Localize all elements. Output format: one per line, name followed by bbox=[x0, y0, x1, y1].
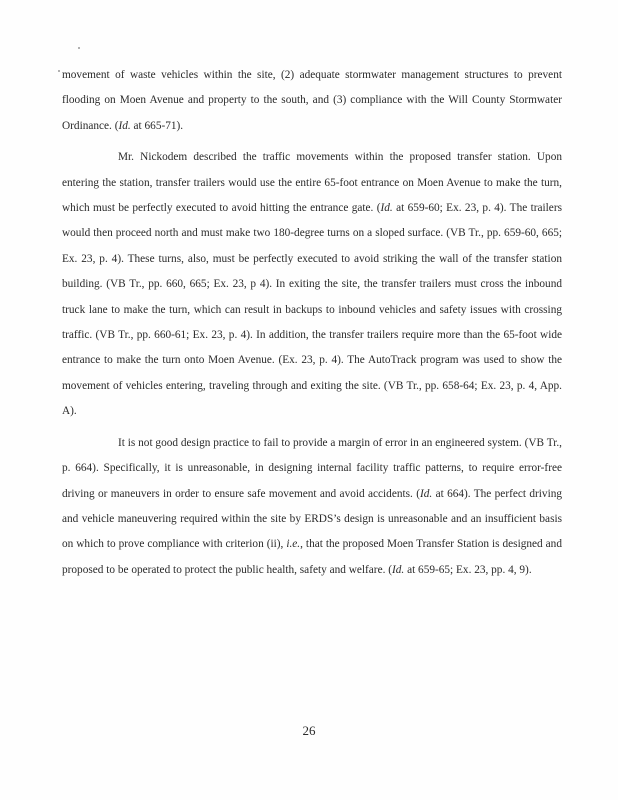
paragraph-2: Mr. Nickodem described the traffic movements within the proposed transfer station. Upon entering the station, transfer trailers would use the entire 65-foot entrance on Moen Avenue to make the turn, which must be perfectly executed to avoid hitting the entrance gate. (Id. at 659-60; Ex. 23, p. 4). The trailers would then proceed north and must make two 180-degree turns on a sloped surface. (VB Tr., pp. 659-60, 665; Ex. 23, p. 4). These turns, also, must be perfectly executed to avoid striking the wall of the transfer station building. (VB Tr., pp. 660, 665; Ex. 23, p 4). In exiting the site, the transfer trailers must cross the inbound truck lane to make the turn, which can result in backups to inbound vehicles and safety issues with crossing traffic. (VB Tr., pp. 660-61; Ex. 23, p. 4). In addition, the transfer trailers require more than the 65-foot wide entrance to make the turn onto Moen Avenue. (Ex. 23, p. 4). The AutoTrack program was used to show the movement of vehicles entering, traveling through and exiting the site. (VB Tr., pp. 658-64; Ex. 23, p. 4, App. A). bbox=[62, 151, 562, 418]
paragraph-1: movement of waste vehicles within the site, (2) adequate stormwater management structures to prevent flooding on Moen Avenue and property to the south, and (3) compliance with the Will County Stormwater Ordinance. (Id. at 665-71). bbox=[62, 69, 562, 132]
paragraph-3: It is not good design practice to fail to provide a margin of error in an engineered system. (VB Tr., p. 664). Specifically, it is unreasonable, in designing internal facility traffic patterns, to require error-free driving or maneuvers in order to ensure safe movement and avoid accidents. (Id. at 664). The perfect driving and vehicle maneuvering required within the site by ERDS’s design is unreasonable and an insufficient basis on which to prove compliance with criterion (ii), i.e., that the proposed Moen Transfer Station is designed and proposed to be operated to protect the public health, safety and welfare. (Id. at 659-65; Ex. 23, pp. 4, 9). bbox=[62, 436, 562, 576]
page-number: 26 bbox=[302, 723, 316, 738]
body-text bbox=[62, 63, 562, 583]
scan-speck bbox=[58, 70, 60, 72]
scan-speck bbox=[78, 47, 80, 49]
